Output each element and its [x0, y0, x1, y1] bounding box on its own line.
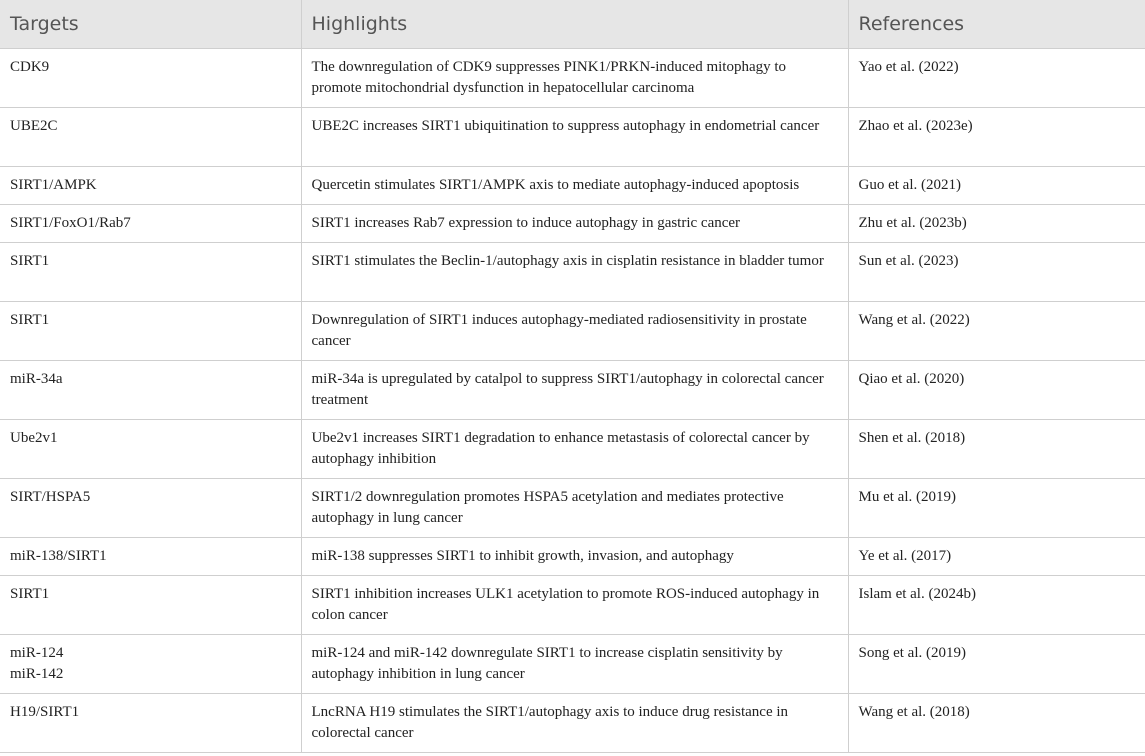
- header-references: References: [848, 0, 1145, 48]
- reference-cell: Song et al. (2019): [848, 634, 1145, 693]
- target-text: miR-34a: [10, 370, 63, 387]
- highlight-cell: Ube2v1 increases SIRT1 degradation to enhance metastasis of colorectal cancer by autophagy inhibition: [301, 419, 848, 478]
- highlight-cell: miR-124 and miR-142 downregulate SIRT1 to increase cisplatin sensitivity by autophagy inhibition in lung cancer: [301, 634, 848, 693]
- target-cell: [0, 242, 301, 301]
- target-text: UBE2C: [10, 117, 58, 134]
- table-row: [0, 166, 1145, 204]
- reference-cell: Qiao et al. (2020): [848, 360, 1145, 419]
- target-text: SIRT/HSPA5: [10, 488, 91, 505]
- table-row: [0, 48, 1145, 107]
- target-cell: [0, 537, 301, 575]
- target-text: SIRT1/FoxO1/Rab7: [10, 214, 131, 231]
- highlight-cell: UBE2C increases SIRT1 ubiquitination to suppress autophagy in endometrial cancer: [301, 107, 848, 166]
- highlight-cell: SIRT1 increases Rab7 expression to induce autophagy in gastric cancer: [301, 204, 848, 242]
- target-cell: [0, 419, 301, 478]
- target-text: SIRT1/AMPK: [10, 176, 97, 193]
- target-text: miR-124: [10, 644, 64, 661]
- reference-cell: Shen et al. (2018): [848, 419, 1145, 478]
- table-row: [0, 634, 1145, 693]
- target-text: miR-142: [10, 665, 64, 682]
- table-row: [0, 242, 1145, 301]
- reference-cell: Sun et al. (2023): [848, 242, 1145, 301]
- reference-cell: Wang et al. (2022): [848, 301, 1145, 360]
- target-text: SIRT1: [10, 585, 50, 602]
- highlight-cell: Quercetin stimulates SIRT1/AMPK axis to mediate autophagy-induced apoptosis: [301, 166, 848, 204]
- highlight-cell: miR-34a is upregulated by catalpol to suppress SIRT1/autophagy in colorectal cancer treatment: [301, 360, 848, 419]
- highlight-cell: SIRT1 inhibition increases ULK1 acetylation to promote ROS-induced autophagy in colon cancer: [301, 575, 848, 634]
- reference-cell: Zhu et al. (2023b): [848, 204, 1145, 242]
- target-cell: [0, 360, 301, 419]
- table-row: [0, 360, 1145, 419]
- table-row: [0, 478, 1145, 537]
- header-row: [0, 0, 1145, 48]
- target-cell: [0, 301, 301, 360]
- target-text: SIRT1: [10, 252, 50, 269]
- target-cell: [0, 166, 301, 204]
- reference-cell: Islam et al. (2024b): [848, 575, 1145, 634]
- highlight-cell: SIRT1/2 downregulation promotes HSPA5 acetylation and mediates protective autophagy in lung cancer: [301, 478, 848, 537]
- reference-cell: Ye et al. (2017): [848, 537, 1145, 575]
- highlight-cell: The downregulation of CDK9 suppresses PINK1/PRKN-induced mitophagy to promote mitochondrial dysfunction in hepatocellular carcinoma: [301, 48, 848, 107]
- highlight-cell: Downregulation of SIRT1 induces autophagy-mediated radiosensitivity in prostate cancer: [301, 301, 848, 360]
- highlight-cell: LncRNA H19 stimulates the SIRT1/autophagy axis to induce drug resistance in colorectal cancer: [301, 693, 848, 752]
- target-text: H19/SIRT1: [10, 703, 80, 720]
- target-text: SIRT1: [10, 311, 50, 328]
- target-cell: [0, 693, 301, 752]
- target-cell: [0, 107, 301, 166]
- table-row: [0, 419, 1145, 478]
- table-row: [0, 537, 1145, 575]
- table-row: [0, 204, 1145, 242]
- reference-cell: Mu et al. (2019): [848, 478, 1145, 537]
- header-targets: Targets: [0, 0, 301, 48]
- table-row: [0, 107, 1145, 166]
- target-cell: [0, 634, 301, 693]
- target-text: CDK9: [10, 58, 50, 75]
- target-cell: [0, 478, 301, 537]
- reference-cell: Wang et al. (2018): [848, 693, 1145, 752]
- target-cell: [0, 575, 301, 634]
- table-row: [0, 693, 1145, 752]
- target-cell: [0, 204, 301, 242]
- table-row: [0, 301, 1145, 360]
- highlight-cell: miR-138 suppresses SIRT1 to inhibit growth, invasion, and autophagy: [301, 537, 848, 575]
- header-highlights: Highlights: [301, 0, 848, 48]
- reference-cell: Yao et al. (2022): [848, 48, 1145, 107]
- target-cell: [0, 48, 301, 107]
- highlight-cell: SIRT1 stimulates the Beclin-1/autophagy axis in cisplatin resistance in bladder tumor: [301, 242, 848, 301]
- table-row: [0, 575, 1145, 634]
- target-text: miR-138/SIRT1: [10, 547, 107, 564]
- reference-cell: Guo et al. (2021): [848, 166, 1145, 204]
- reference-cell: Zhao et al. (2023e): [848, 107, 1145, 166]
- target-text: Ube2v1: [10, 429, 58, 446]
